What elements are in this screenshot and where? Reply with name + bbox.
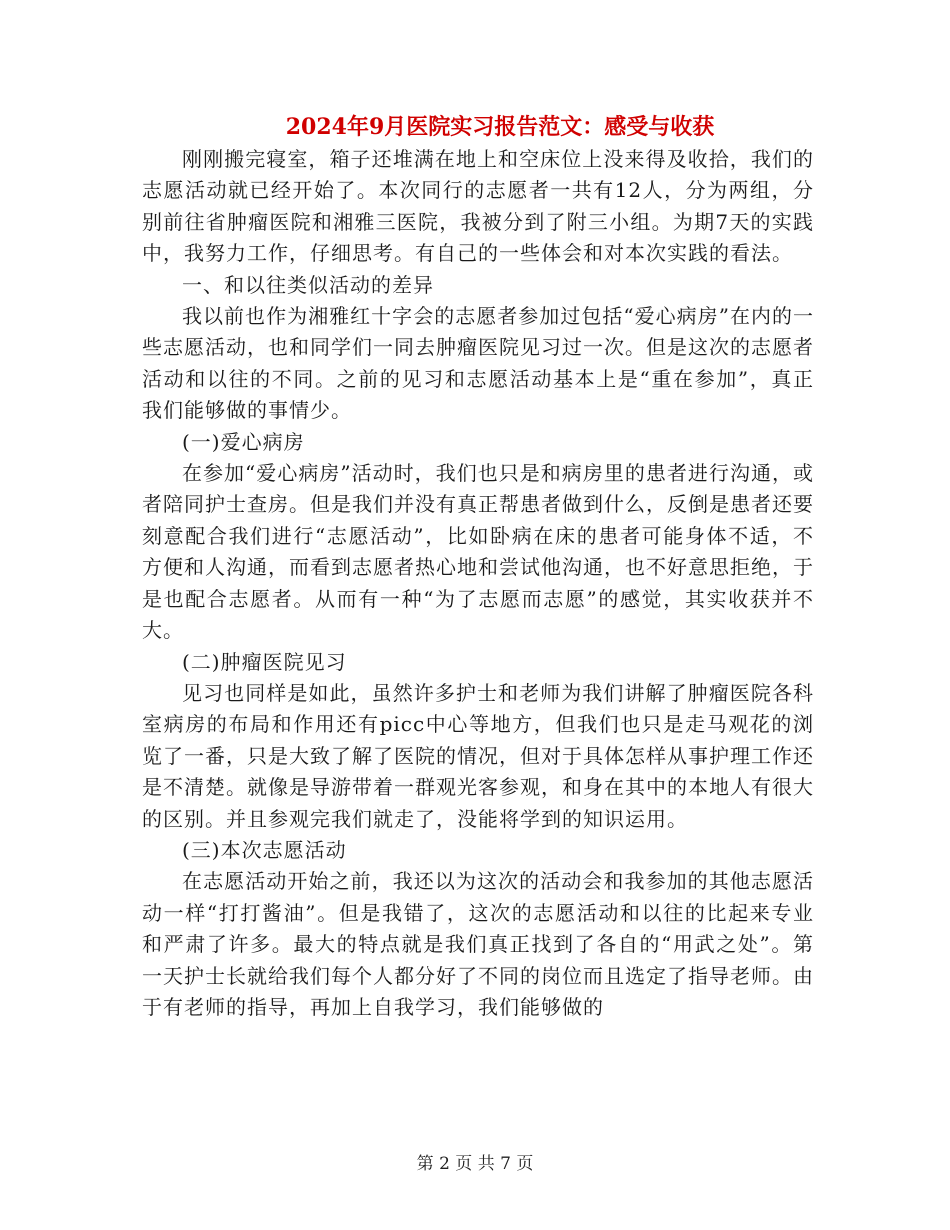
paragraph-this-activity: 在志愿活动开始之前，我还以为这次的活动会和我参加的其他志愿活动一样“打打酱油”。但是我错了，这次的志愿活动和以往的比起来专业和严肃了许多。最大的特点就是我们真正找到了各自的“用武之处”。第一天护士长就给我们每个人都分好了不同的岗位而且选定了指导老师。由于有老师的指导，再加上自我学习，我们能够做的 bbox=[142, 869, 814, 1019]
section-heading-differences: 一、和以往类似活动的差异 bbox=[182, 272, 434, 297]
page-number-footer: 第 2 页 共 7 页 bbox=[416, 1154, 534, 1174]
paragraph-intro: 刚刚搬完寝室，箱子还堆满在地上和空床位上没来得及收拾，我们的志愿活动就已经开始了。本次同行的志愿者一共有12人，分为两组，分别前往省肿瘤医院和湘雅三医院，我被分到了附三小组。为期7天的实践中，我努力工作，仔细思考。有自己的一些体会和对本次实践的看法。 bbox=[142, 147, 814, 266]
paragraph-love-ward: 在参加“爱心病房”活动时，我们也只是和病房里的患者进行沟通，或者陪同护士查房。但是我们并没有真正帮患者做到什么，反倒是患者还要刻意配合我们进行“志愿活动”，比如卧病在床的患者可能身体不适，不方便和人沟通，而看到志愿者热心地和尝试他沟通，也不好意思拒绝，于是也配合志愿者。从而有一种“为了志愿而志愿”的感觉，其实收获并不大。 bbox=[142, 461, 814, 643]
paragraph-previous-activities: 我以前也作为湘雅红十字会的志愿者参加过包括“爱心病房”在内的一些志愿活动，也和同学们一同去肿瘤医院见习过一次。但是这次的志愿者活动和以往的不同。之前的见习和志愿活动基本上是“重在参加”，真正我们能够做的事情少。 bbox=[142, 304, 814, 423]
subheading-this-activity: (三)本次志愿活动 bbox=[182, 837, 347, 862]
document-body bbox=[142, 144, 814, 1023]
document-title: 2024年9月医院实习报告范文：感受与收获 bbox=[285, 114, 715, 140]
subheading-love-ward: (一)爱心病房 bbox=[182, 429, 305, 454]
subheading-tumor-hospital: (二)肿瘤医院见习 bbox=[182, 649, 347, 674]
paragraph-tumor-hospital: 见习也同样是如此，虽然许多护士和老师为我们讲解了肿瘤医院各科室病房的布局和作用还有picc中心等地方，但我们也只是走马观花的浏览了一番，只是大致了解了医院的情况，但对于具体怎样从事护理工作还是不清楚。就像是导游带着一群观光客参观，和身在其中的本地人有很大的区别。并且参观完我们就走了，没能将学到的知识运用。 bbox=[142, 680, 814, 831]
